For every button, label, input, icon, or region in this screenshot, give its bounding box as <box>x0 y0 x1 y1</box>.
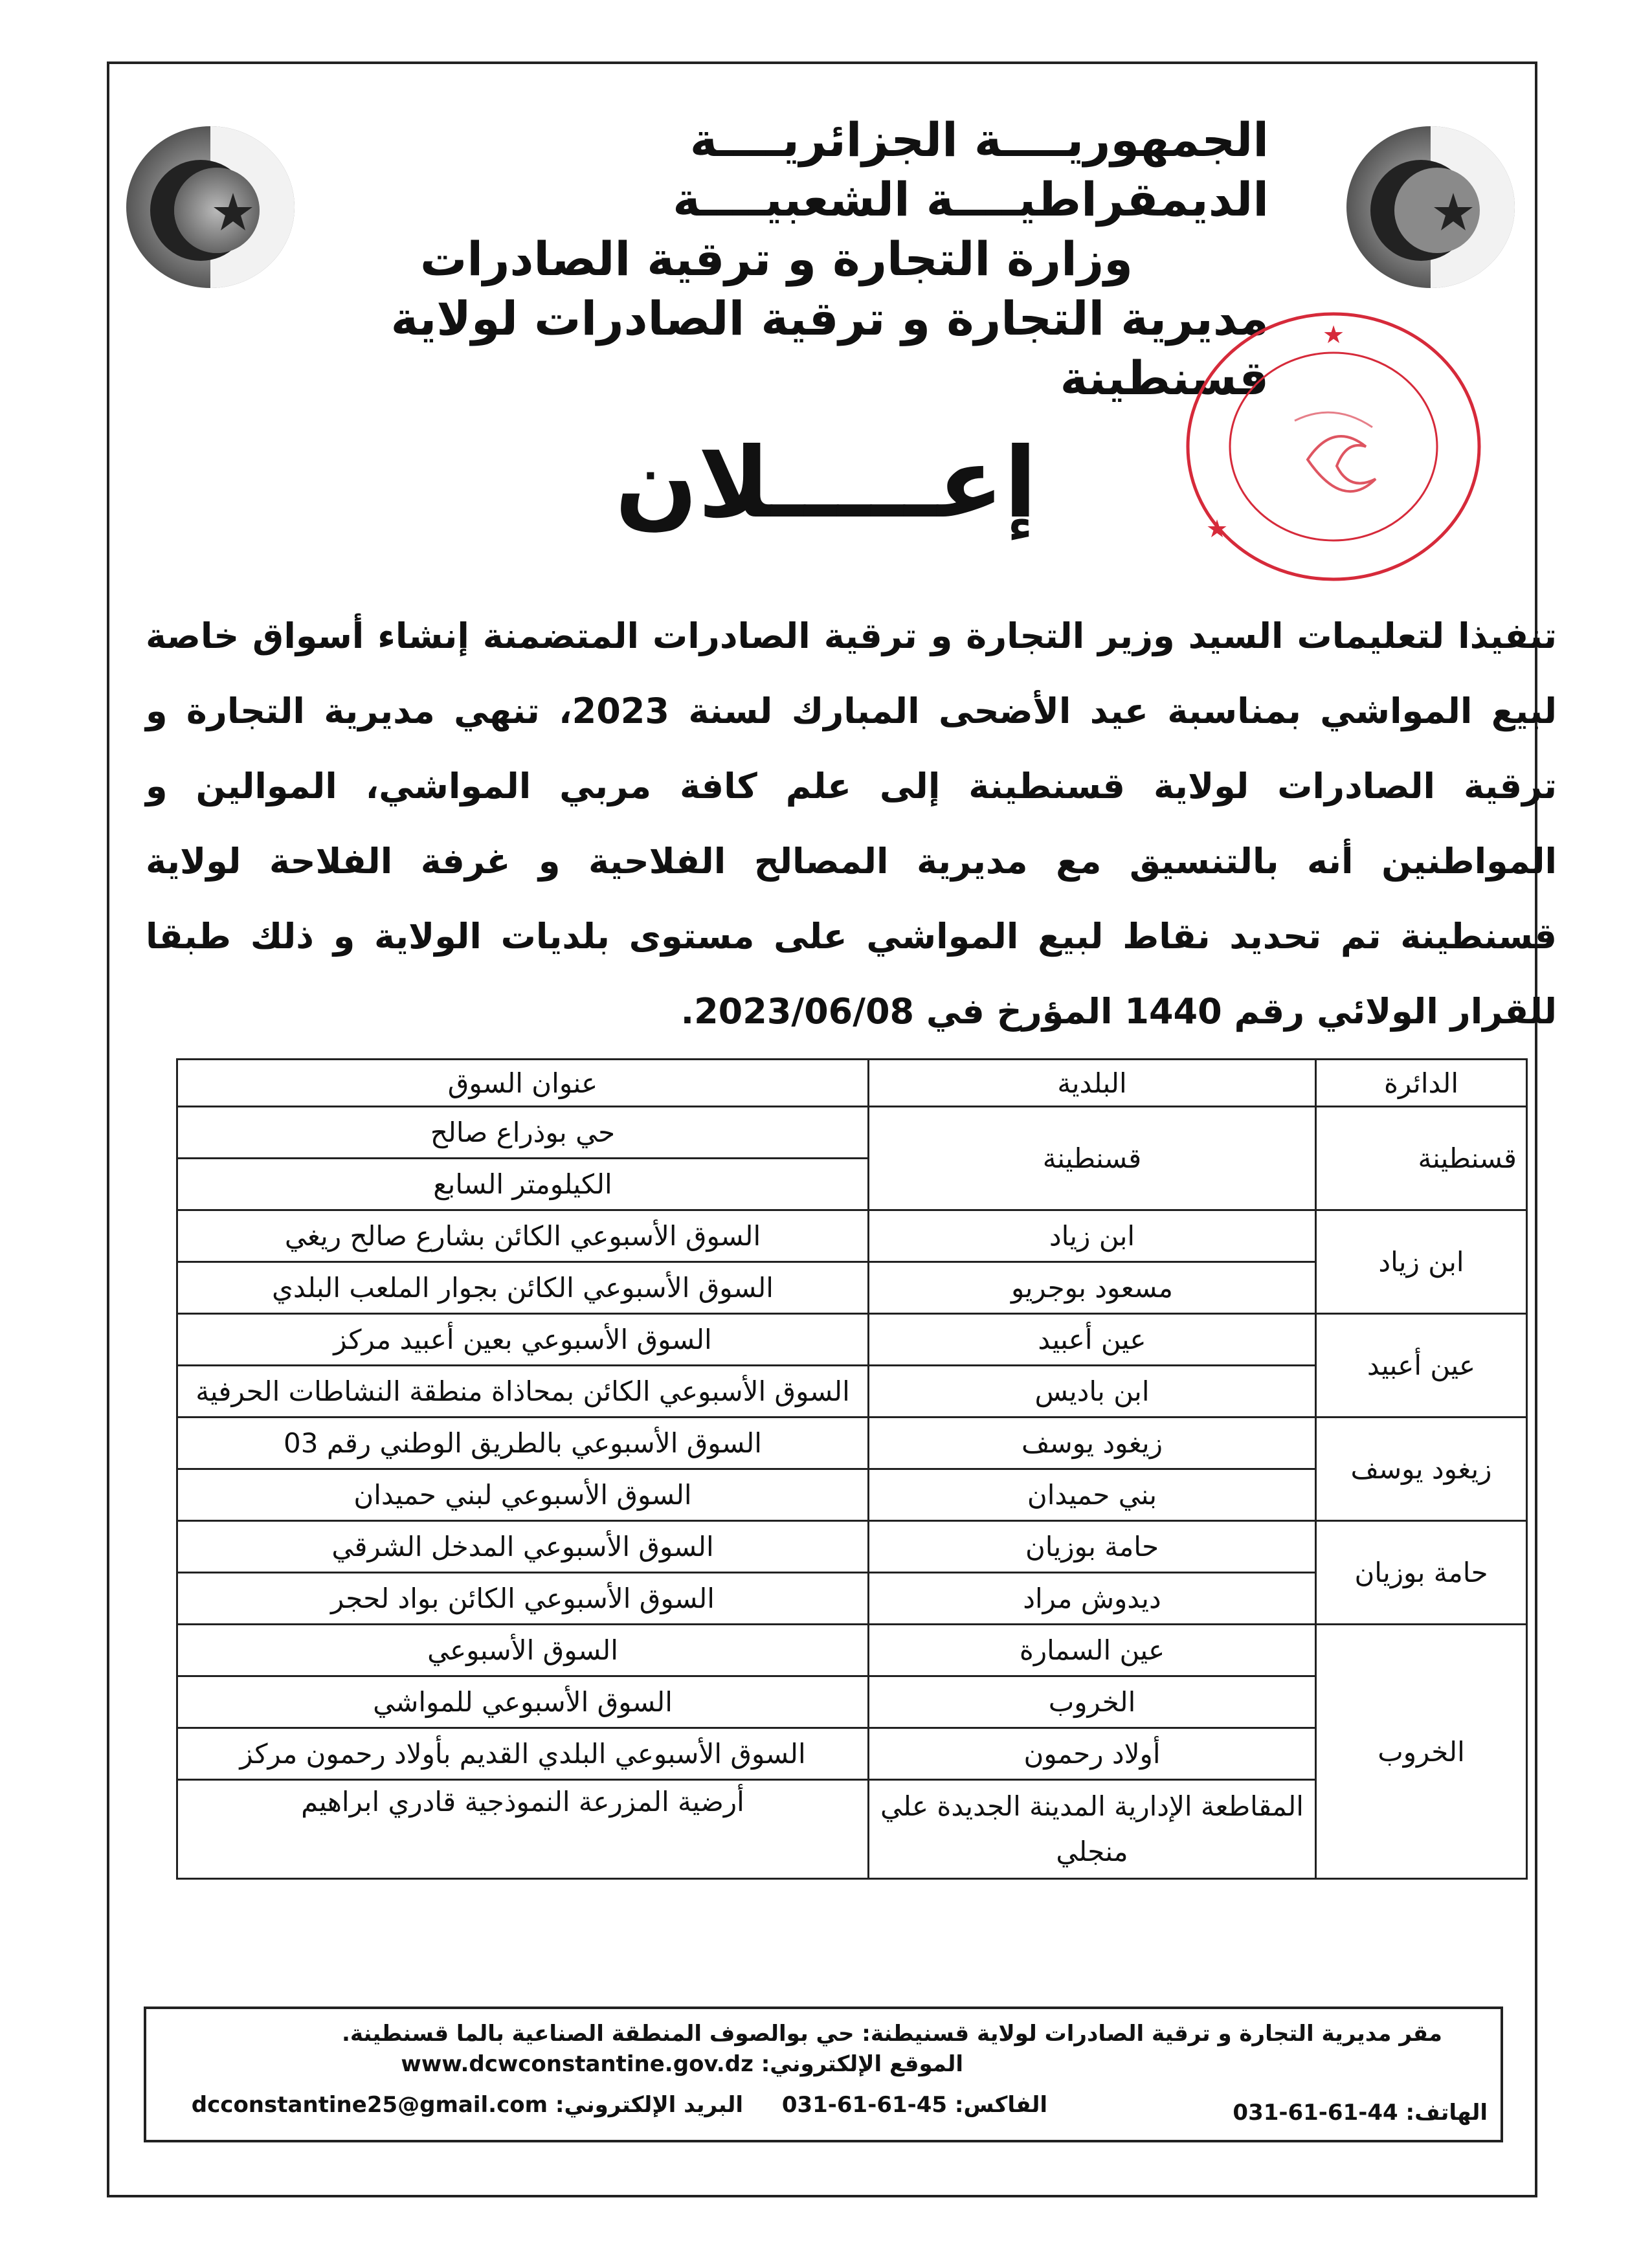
markets-table <box>176 1058 1528 1880</box>
baladia-cell: عين أعبيد <box>869 1314 1316 1366</box>
footer-fax <box>782 2092 1047 2118</box>
header-republic: الجمهوريــــة الجزائريــــة الديمقراطيــــة الشعبيــــة <box>673 113 1269 227</box>
souk-cell: أرضية المزرعة النموذجية قادري ابراهيم <box>177 1780 869 1879</box>
souk-cell: حي بوذراع صالح <box>177 1107 869 1159</box>
intro-paragraph: تنفيذا لتعليمات السيد وزير التجارة و ترقية الصادرات المتضمنة إنشاء أسواق خاصة لبيع المواشي بمناسبة عيد الأضحى المبارك لسنة 2023، تنهي مديرية التجارة و ترقية الصادرات لولاية قسنطينة إلى علم كافة مربي المواشي، الموالين و المواطنين أنه بالتنسيق مع مديرية المصالح الفلاحية و غرفة الفلاحة لولاية قسنطينة تم تحديد نقاط لبيع المواشي على مستوى بلديات الولاية و ذلك طبقا للقرار الولائي رقم 1440 المؤرخ في 2023/06/08. <box>146 616 1557 1032</box>
souk-cell: السوق الأسبوعي المدخل الشرقي <box>177 1521 869 1573</box>
website-label: الموقع الإلكتروني: <box>761 2051 963 2077</box>
souk-cell: السوق الأسبوعي بعين أعبيد مركز <box>177 1314 869 1366</box>
baladia-cell: عين السمارة <box>869 1625 1316 1676</box>
footer-address: مقر مديرية التجارة و ترقية الصادرات لولاية قسنيطنة: حي بوالصوف المنطقة الصناعية بالما قسنطينة. <box>341 2021 1442 2047</box>
website-link[interactable]: www.dcwconstantine.gov.dz <box>401 2051 753 2077</box>
table-row <box>177 1107 1527 1159</box>
souk-cell: السوق الأسبوعي بالطريق الوطني رقم 03 <box>177 1418 869 1469</box>
header-daira: الدائرة <box>1316 1060 1527 1107</box>
souk-cell: السوق الأسبوعي لبني حميدان <box>177 1469 869 1521</box>
souk-cell: السوق الأسبوعي الكائن بمحاذاة منطقة النشاطات الحرفية <box>177 1366 869 1418</box>
algeria-emblem-icon <box>120 117 301 298</box>
baladia-cell: قسنطينة <box>869 1107 1316 1210</box>
baladia-cell: حامة بوزيان <box>869 1521 1316 1573</box>
souk-cell: السوق الأسبوعي الكائن بجوار الملعب البلدي <box>177 1262 869 1314</box>
footer-email <box>192 2092 743 2118</box>
table-row <box>177 1521 1527 1573</box>
header-ministry: وزارة التجارة و ترقية الصادرات <box>420 232 1133 286</box>
footer-phone <box>1233 2100 1488 2126</box>
baladia-cell: مسعود بوجريو <box>869 1262 1316 1314</box>
daira-cell: قسنطينة <box>1316 1107 1527 1210</box>
email-link[interactable]: dcconstantine25@gmail.com <box>191 2092 548 2118</box>
daira-cell: عين أعبيد <box>1316 1314 1527 1418</box>
fax-label: الفاكس: <box>954 2092 1047 2118</box>
baladia-cell: ديدوش مراد <box>869 1573 1316 1625</box>
phone-number: 031-61-61-44 <box>1233 2100 1398 2126</box>
daira-cell: زيغود يوسف <box>1316 1418 1527 1521</box>
table-row <box>177 1210 1527 1262</box>
table-row <box>177 1418 1527 1469</box>
table-header-row <box>177 1060 1527 1107</box>
baladia-cell: ابن زياد <box>869 1210 1316 1262</box>
souk-cell: السوق الأسبوعي الكائن بواد لحجر <box>177 1573 869 1625</box>
header-souk: عنوان السوق <box>177 1060 869 1107</box>
souk-cell: السوق الأسبوعي للمواشي <box>177 1676 869 1728</box>
header-baladia: البلدية <box>869 1060 1316 1107</box>
header-block <box>363 110 1269 408</box>
souk-cell: الكيلومتر السابع <box>177 1159 869 1210</box>
svg-text:★: ★ <box>1205 515 1229 543</box>
table-row <box>177 1314 1527 1366</box>
fax-number: 031-61-61-45 <box>781 2092 948 2118</box>
phone-label: الهاتف: <box>1405 2100 1488 2126</box>
daira-cell: حامة بوزيان <box>1316 1521 1527 1625</box>
baladia-cell: الخروب <box>869 1676 1316 1728</box>
svg-text:★: ★ <box>1322 320 1345 349</box>
souk-cell: السوق الأسبوعي <box>177 1625 869 1676</box>
page-title: إعـــــلان <box>614 427 1038 540</box>
header-directorate: مديرية التجارة و ترقية الصادرات لولاية قسنطينة <box>390 291 1269 405</box>
baladia-cell: بني حميدان <box>869 1469 1316 1521</box>
algeria-emblem-icon <box>1340 117 1521 298</box>
baladia-cell: المقاطعة الإدارية المدينة الجديدة علي منجلي <box>869 1780 1316 1879</box>
email-label: البريد الإلكتروني: <box>555 2092 743 2118</box>
daira-cell: الخروب <box>1316 1625 1527 1879</box>
table-row <box>177 1625 1527 1676</box>
footer-website-line <box>401 2051 963 2077</box>
souk-cell: السوق الأسبوعي البلدي القديم بأولاد رحمون مركز <box>177 1728 869 1780</box>
baladia-cell: أولاد رحمون <box>869 1728 1316 1780</box>
baladia-cell: زيغود يوسف <box>869 1418 1316 1469</box>
footer-contact-box <box>144 2007 1503 2142</box>
daira-cell: ابن زياد <box>1316 1210 1527 1314</box>
souk-cell: السوق الأسبوعي الكائن بشارع صالح ريغي <box>177 1210 869 1262</box>
baladia-cell: ابن باديس <box>869 1366 1316 1418</box>
